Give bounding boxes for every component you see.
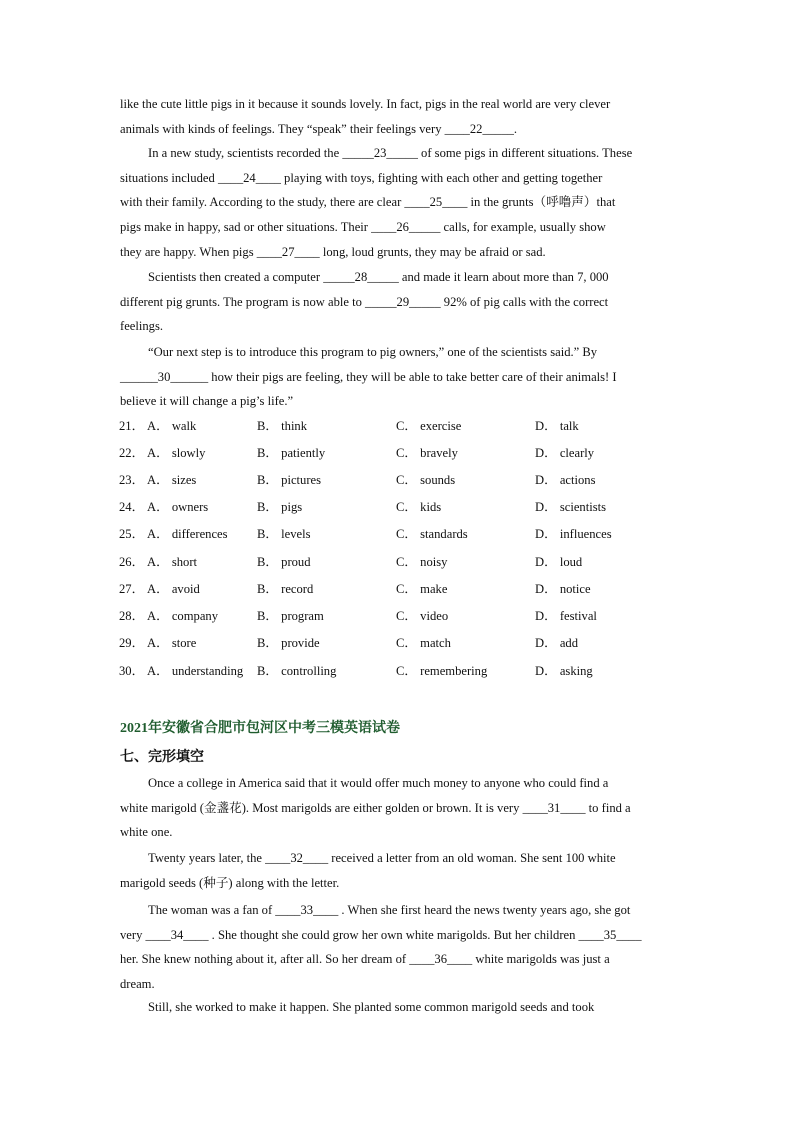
option-c: C． remembering (396, 664, 488, 678)
option-c: C． sounds (396, 473, 456, 487)
text-line: like the cute little pigs in it because it sounds lovely. In fact, pigs in the real world are very clever (120, 97, 611, 111)
paragraph (120, 995, 676, 1020)
question-number: 23． (119, 473, 145, 487)
option-a: A． differences (147, 527, 228, 541)
option-c: C． match (396, 636, 451, 650)
option-d: D． notice (535, 582, 591, 596)
paragraph (120, 898, 676, 997)
text-line: marigold seeds (种子) along with the letter. (120, 875, 340, 890)
option-b: B． proud (257, 555, 311, 569)
paragraph (120, 340, 676, 414)
option-a: A． walk (147, 419, 197, 433)
option-c: C． standards (396, 527, 468, 541)
question-number: 28． (119, 609, 145, 623)
option-d: D． festival (535, 609, 597, 623)
text-line: animals with kinds of feelings. They “speak” their feelings very ____22_____. (120, 121, 518, 136)
question-number: 24． (119, 500, 145, 514)
exam-title: 2021年安徽省合肥市包河区中考三模英语试卷 (120, 721, 400, 736)
option-a: A． company (147, 609, 218, 623)
option-d: D． influences (535, 527, 612, 541)
option-b: B． patiently (257, 446, 326, 460)
text-line: feelings. (120, 319, 164, 334)
text-line: In a new study, scientists recorded the _____23_____ of some pigs in different situations. These (148, 146, 633, 160)
text-line: with their family. According to the study, there are clear ____25____ in the grunts（呼噜声）that (120, 195, 616, 210)
option-c: C． noisy (396, 555, 448, 569)
paragraph (120, 771, 676, 845)
option-d: D． add (535, 636, 579, 650)
paragraph (120, 846, 676, 895)
text-line: believe it will change a pig’s life.” (120, 394, 294, 409)
option-b: B． provide (257, 636, 320, 650)
paragraph (120, 92, 676, 141)
option-c: C． exercise (396, 419, 462, 433)
text-line: her. She knew nothing about it, after all. So her dream of ____36____ white marigolds was just a (120, 952, 610, 967)
option-a: A． slowly (147, 446, 206, 460)
text-line: white one. (120, 825, 173, 840)
option-b: B． program (257, 609, 324, 623)
option-d: D． actions (535, 473, 596, 487)
question-number: 22． (119, 446, 145, 460)
option-d: D． scientists (535, 500, 607, 514)
paragraph (120, 141, 676, 265)
text-line: Still, she worked to make it happen. She planted some common marigold seeds and took (148, 1000, 595, 1014)
question-number: 26． (119, 555, 145, 569)
option-b: B． record (257, 582, 314, 596)
text-line: pigs make in happy, sad or other situations. Their ____26_____ calls, for example, usually show (120, 220, 606, 235)
question-number: 27． (119, 582, 145, 596)
option-d: D． asking (535, 664, 593, 678)
question-number: 21． (119, 419, 145, 433)
option-c: C． kids (396, 500, 442, 514)
option-c: C． bravely (396, 446, 458, 460)
option-a: A． avoid (147, 582, 200, 596)
option-c: C． video (396, 609, 449, 623)
option-c: C． make (396, 582, 448, 596)
option-d: D． clearly (535, 446, 595, 460)
question-number: 29． (119, 636, 145, 650)
option-d: D． loud (535, 555, 583, 569)
text-line: “Our next step is to introduce this program to pig owners,” one of the scientists said.” By (148, 345, 598, 359)
text-line: situations included ____24____ playing with toys, fighting with each other and getting together (120, 170, 603, 185)
text-line: different pig grunts. The program is now able to _____29_____ 92% of pig calls with the correct (120, 294, 609, 309)
text-line: The woman was a fan of ____33____ . When she first heard the news twenty years ago, she got (148, 903, 631, 917)
option-a: A． store (147, 636, 197, 650)
option-a: A． short (147, 555, 198, 569)
option-a: A． owners (147, 500, 209, 514)
option-a: A． understanding (147, 664, 244, 678)
text-line: white marigold (金盞花). Most marigolds are either golden or brown. It is very ____31____ to find a (120, 800, 631, 815)
option-a: A． sizes (147, 473, 197, 487)
option-b: B． pictures (257, 473, 322, 487)
text-line: Scientists then created a computer _____28_____ and made it learn about more than 7, 000 (148, 270, 609, 284)
section-title: 七、完形填空 (120, 750, 204, 765)
text-line: very ____34____ . She thought she could grow her own white marigolds. But her children ____35____ (120, 927, 642, 942)
question-number: 30． (119, 664, 145, 678)
question-number: 25． (119, 527, 145, 541)
text-line: Once a college in America said that it would offer much money to anyone who could find a (148, 776, 609, 790)
option-b: B． think (257, 419, 308, 433)
text-line: ______30______ how their pigs are feeling, they will be able to take better care of their animals! I (120, 369, 617, 384)
text-line: Twenty years later, the ____32____ received a letter from an old woman. She sent 100 white (148, 851, 616, 865)
option-b: B． pigs (257, 500, 303, 514)
option-d: D． talk (535, 419, 579, 433)
option-b: B． controlling (257, 664, 337, 678)
text-line: dream. (120, 977, 155, 992)
text-line: they are happy. When pigs ____27____ long, loud grunts, they may be afraid or sad. (120, 244, 546, 259)
option-b: B． levels (257, 527, 311, 541)
paragraph (120, 265, 676, 339)
